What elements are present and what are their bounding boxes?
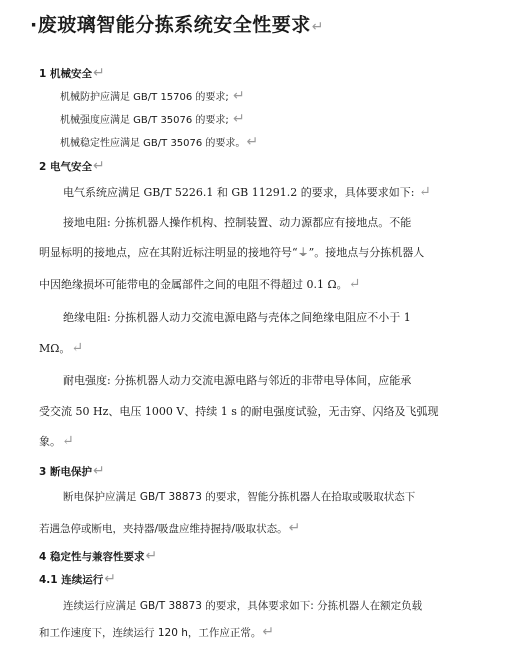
paragraph-withstand-line: 受交流 50 Hz、电压 1000 V、持续 1 s 的耐电强度试验，无击穿、闪络及飞弧现 [39,405,439,418]
paragraph-ground-line: 明显标明的接地点，应在其附近标注明显的接地符号“⏚”。接地点与分拣机器人 [39,246,425,259]
paragraph-insulation-line: MΩ。↵ [39,340,84,356]
subheading-continuous-operation: 4.1 连续运行↵ [39,571,116,587]
paragraph-ground-line: 接地电阻: 分拣机器人操作机构、控制装置、动力源都应有接地点。不能 [63,216,412,229]
paragraph-continuous-line: 和工作速度下，连续运行 120 h，工作应正常。↵ [39,624,275,640]
paragraph-withstand-line: 象。↵ [39,433,74,449]
list-item: 机械强度应满足 GB/T 35076 的要求; ↵ [60,111,245,127]
paragraph-mark-icon: ↵ [145,548,158,564]
paragraph-mark-icon: ↵ [246,134,259,150]
paragraph-insulation-line: 绝缘电阻: 分拣机器人动力交流电源电路与壳体之间绝缘电阻应不小于 1 [63,311,411,324]
paragraph-mark-icon: ↵ [262,624,275,640]
heading-electrical-safety: 2 电气安全↵ [39,158,105,174]
paragraph-mark-icon: ↵ [71,340,84,356]
paragraph-mark-icon: ↵ [418,184,431,200]
paragraph-mark-icon: ↵ [233,111,245,127]
paragraph-power-line: 若遇急停或断电，夹持器/吸盘应维持握持/吸取状态。↵ [39,520,301,536]
paragraph-continuous-line: 连续运行应满足 GB/T 38873 的要求，具体要求如下: 分拣机器人在额定负载 [63,600,423,612]
paragraph-mark-icon: ↵ [311,19,324,35]
heading-stability-compatibility: 4 稳定性与兼容性要求↵ [39,548,158,564]
paragraph-mark-icon: ↵ [104,571,116,587]
paragraph-withstand-line: 耐电强度: 分拣机器人动力交流电源电路与邻近的非带电导体间，应能承 [63,374,412,387]
title-text: ·废玻璃智能分拣系统安全性要求 [30,14,311,36]
paragraph-power-line: 断电保护应满足 GB/T 38873 的要求，智能分拣机器人在拾取或吸取状态下 [63,491,416,503]
paragraph-mark-icon: ↵ [92,65,105,81]
paragraph-mark-icon: ↵ [92,158,105,174]
document-title [30,10,520,37]
paragraph-mark-icon: ↵ [288,520,301,536]
heading-power-failure-protection: 3 断电保护↵ [39,463,105,479]
list-item: 机械防护应满足 GB/T 15706 的要求; ↵ [60,88,245,104]
paragraph-mark-icon: ↵ [62,433,74,449]
paragraph-mark-icon: ↵ [92,463,105,479]
list-item: 机械稳定性应满足 GB/T 35076 的要求。↵ [60,134,259,150]
paragraph-ground-line: 中因绝缘损坏可能带电的金属部件之间的电阻不得超过 0.1 Ω。↵ [39,276,361,292]
paragraph-mark-icon: ↵ [233,88,245,104]
heading-mechanical-safety: 1 机械安全↵ [39,65,105,81]
paragraph-mark-icon: ↵ [348,276,361,292]
paragraph-electrical-intro: 电气系统应满足 GB/T 5226.1 和 GB 11291.2 的要求，具体要求如下: ↵ [63,184,431,200]
